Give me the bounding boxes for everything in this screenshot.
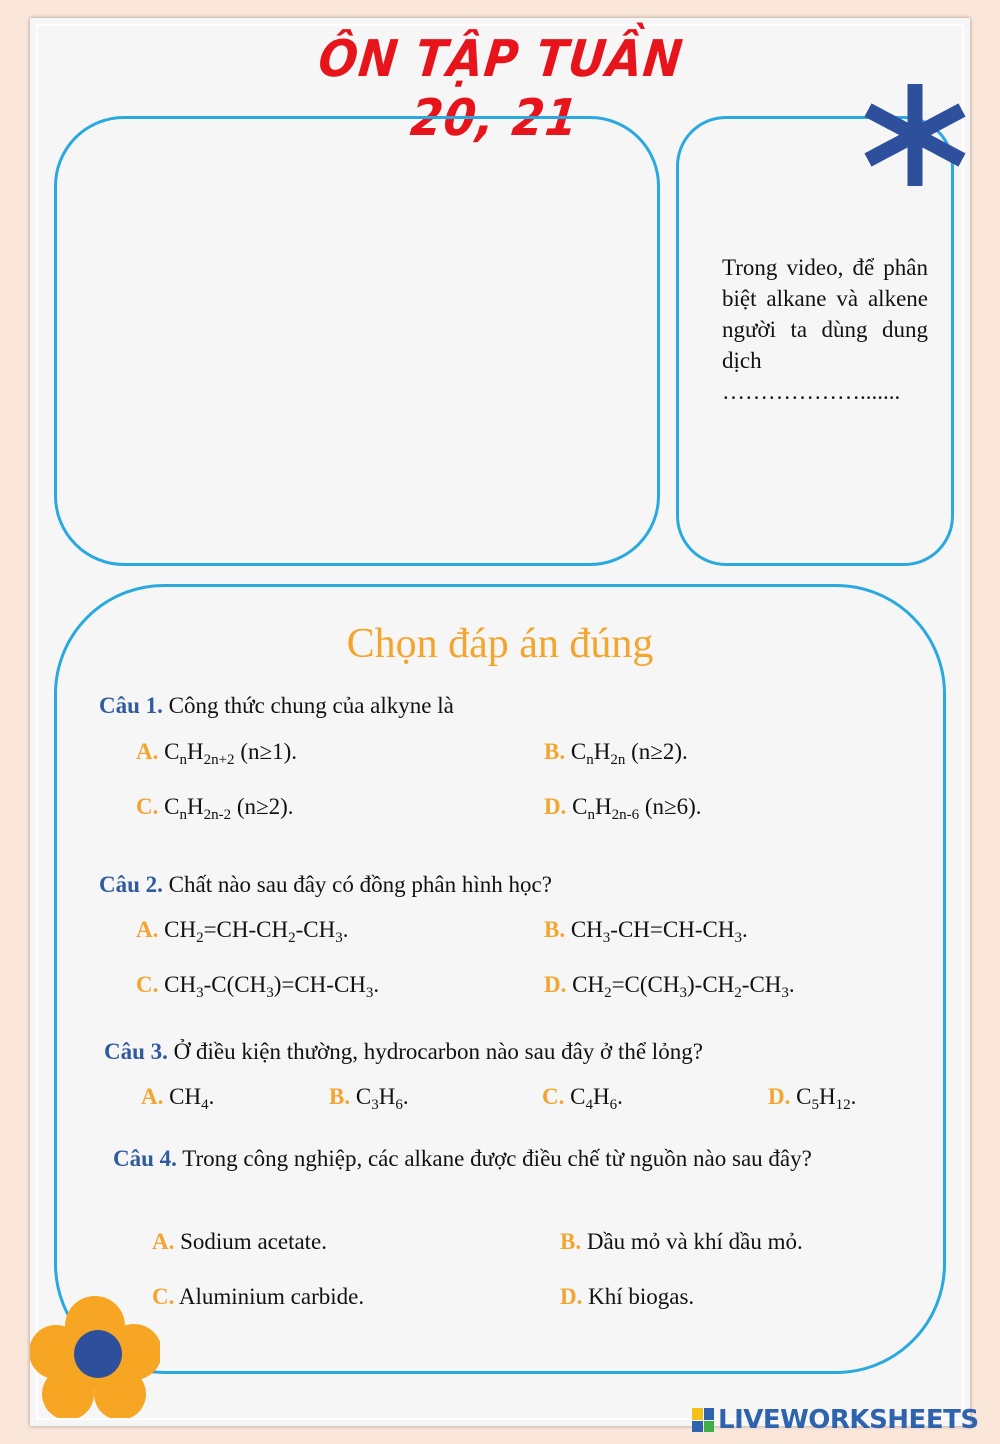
option-letter: A. (141, 1084, 164, 1109)
option-letter: B. (544, 739, 566, 764)
option-q1-a[interactable] (136, 739, 298, 768)
option-text: $C_nH_{2n-2}$ (n≥2). (164, 794, 294, 823)
option-letter: C. (136, 794, 159, 819)
question-label: Câu 4. (113, 1146, 177, 1171)
asterisk-icon (860, 80, 970, 190)
option-text: $C_nH_{2n-6}$ (n≥6). (572, 794, 702, 823)
option-letter: A. (136, 917, 159, 942)
question-4 (113, 1136, 883, 1182)
option-letter: C. (542, 1084, 565, 1109)
flower-icon (30, 1294, 160, 1418)
option-q1-c[interactable] (136, 794, 294, 823)
option-text: $C_3H_6$. (355, 1084, 409, 1113)
option-text: Khí biogas. (588, 1284, 695, 1309)
fill-blank-text: Trong video, để phân biệt alkane và alkene người ta dùng dung dịch (722, 255, 928, 373)
question-text: Công thức chung của alkyne là (168, 693, 454, 718)
option-letter: B. (560, 1229, 582, 1254)
option-text: $CH_4$. (169, 1084, 215, 1113)
brand-logo (692, 1400, 992, 1440)
option-q3-b[interactable] (329, 1084, 409, 1113)
option-q4-a[interactable] (152, 1229, 327, 1255)
question-text: Ở điều kiện thường, hydrocarbon nào sau đây ở thể lỏng? (173, 1039, 703, 1064)
option-text: $C_nH_{2n}$ (n≥2). (570, 739, 688, 768)
option-q2-a[interactable] (136, 917, 349, 946)
question-label: Câu 1. (99, 693, 163, 718)
option-text: Sodium acetate. (180, 1229, 328, 1254)
option-q3-a[interactable] (141, 1084, 215, 1113)
page-title: ÔN TẬP TUẦN 20, 21 (315, 28, 687, 148)
option-q2-b[interactable] (544, 917, 748, 946)
question-3 (104, 1039, 703, 1065)
option-letter: D. (560, 1284, 583, 1309)
option-q4-b[interactable] (560, 1229, 803, 1255)
option-letter: D. (768, 1084, 791, 1109)
option-q3-d[interactable] (768, 1084, 857, 1113)
option-q2-c[interactable] (136, 972, 380, 1001)
option-q1-d[interactable] (544, 794, 702, 823)
option-text: $CH_2=CH-CH_2-CH_3$. (164, 917, 349, 946)
quiz-heading: Chọn đáp án đúng (346, 621, 654, 667)
option-letter: A. (152, 1229, 175, 1254)
option-q1-b[interactable] (544, 739, 688, 768)
option-letter: D. (544, 972, 567, 997)
question-label: Câu 3. (104, 1039, 168, 1064)
option-text: Aluminium carbide. (178, 1284, 365, 1309)
option-q3-c[interactable] (542, 1084, 623, 1113)
option-text: $C_5H_{12}$. (796, 1084, 857, 1113)
option-text: Dầu mỏ và khí dầu mỏ. (586, 1229, 803, 1254)
option-text: $C_4H_6$. (570, 1084, 623, 1113)
option-letter: C. (152, 1284, 175, 1309)
question-label: Câu 2. (99, 872, 163, 897)
option-text: $CH_2=C(CH_3)-CH_2-CH_3$. (572, 972, 795, 1001)
option-letter: D. (544, 794, 567, 819)
option-text: $CH_3-CH=CH-CH_3$. (570, 917, 748, 946)
option-letter: A. (136, 739, 159, 764)
question-1 (99, 693, 454, 719)
question-text: Trong công nghiệp, các alkane được điều chế từ nguồn nào sau đây? (182, 1146, 812, 1171)
question-text: Chất nào sau đây có đồng phân hình học? (168, 872, 552, 897)
option-letter: B. (329, 1084, 351, 1109)
option-text: $CH_3-C(CH_3)=CH-CH_3$. (164, 972, 380, 1001)
fill-blank-prompt (722, 252, 928, 407)
option-q4-c[interactable] (152, 1284, 364, 1310)
option-letter: B. (544, 917, 566, 942)
option-text: $C_nH_{2n+2}$ (n≥1). (164, 739, 298, 768)
option-letter: C. (136, 972, 159, 997)
fill-blank-input[interactable]: ………………....... (722, 379, 901, 404)
liveworksheets-icon (692, 1408, 714, 1432)
option-q2-d[interactable] (544, 972, 795, 1001)
brand-name: LIVEWORKSHEETS (718, 1405, 979, 1435)
video-frame[interactable] (54, 116, 660, 566)
question-2 (99, 872, 552, 898)
option-q4-d[interactable] (560, 1284, 694, 1310)
